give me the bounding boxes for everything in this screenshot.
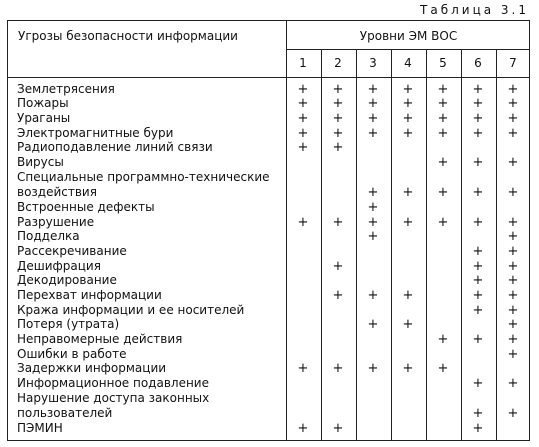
level-mark: +	[297, 96, 309, 112]
threat-name: Нарушение доступа законных пользователей	[17, 391, 210, 421]
level-mark: +	[402, 111, 414, 127]
table-row	[8, 82, 531, 97]
level-mark: +	[332, 214, 344, 230]
level-mark: +	[437, 214, 449, 230]
table-caption: Таблица 3.1	[420, 3, 529, 17]
threats-table	[7, 20, 530, 441]
level-mark: +	[332, 420, 344, 436]
table-row	[8, 141, 531, 156]
table-row	[8, 347, 531, 362]
level-number-5: 5	[439, 56, 447, 70]
level-mark: +	[507, 96, 519, 112]
level-mark: +	[402, 81, 414, 97]
table-row	[8, 332, 531, 347]
threat-name: Неправомерные действия	[17, 332, 183, 346]
level-mark: +	[332, 125, 344, 141]
threat-name: Информационное подавление	[17, 376, 209, 391]
level-mark: +	[332, 140, 344, 156]
table-body	[8, 82, 531, 436]
threat-name: Ураганы	[17, 111, 71, 126]
level-mark: +	[472, 81, 484, 97]
level-number-7: 7	[509, 56, 517, 70]
table-row	[8, 126, 531, 141]
level-mark: +	[332, 361, 344, 377]
table-row	[8, 362, 531, 377]
level-mark: +	[402, 96, 414, 112]
threat-name: Дешифрация	[17, 258, 101, 273]
level-mark: +	[367, 96, 379, 112]
level-mark: +	[402, 214, 414, 230]
level-mark: +	[297, 111, 309, 127]
level-number-4: 4	[404, 56, 412, 70]
level-mark: +	[507, 111, 519, 127]
level-mark: +	[472, 155, 484, 171]
level-mark: +	[402, 287, 414, 303]
level-mark: +	[297, 420, 309, 436]
level-mark: +	[507, 258, 519, 274]
threat-name: Встроенные дефекты	[17, 199, 155, 214]
threat-name: Электромагнитные бури	[17, 125, 174, 140]
header-divider	[8, 77, 529, 78]
level-mark: +	[507, 155, 519, 171]
level-mark: +	[472, 273, 484, 289]
level-mark: +	[507, 185, 519, 201]
level-mark: +	[367, 287, 379, 303]
level-mark: +	[332, 111, 344, 127]
threat-name: Подделка	[17, 229, 80, 244]
level-mark: +	[367, 361, 379, 377]
level-mark: +	[507, 376, 519, 392]
table-row	[8, 230, 531, 245]
level-mark: +	[507, 346, 519, 362]
threat-name: Рассекречивание	[17, 243, 127, 258]
table-row	[8, 421, 531, 436]
level-mark: +	[507, 287, 519, 303]
table-row	[8, 155, 531, 170]
level-mark: +	[367, 229, 379, 245]
threat-name: Декодирование	[17, 273, 117, 288]
level-mark: +	[507, 229, 519, 245]
threat-name: Землетрясения	[17, 81, 115, 96]
level-mark: +	[472, 243, 484, 259]
threat-name: Вирусы	[17, 155, 64, 170]
level-mark: +	[507, 81, 519, 97]
level-number-3: 3	[369, 56, 377, 70]
level-mark: +	[437, 96, 449, 112]
level-mark: +	[507, 243, 519, 259]
table-row	[8, 303, 531, 318]
level-mark: +	[367, 111, 379, 127]
threat-name: ПЭМИН	[17, 420, 63, 435]
level-mark: +	[402, 185, 414, 201]
level-number-1: 1	[299, 56, 307, 70]
level-mark: +	[437, 111, 449, 127]
level-mark: +	[367, 81, 379, 97]
level-mark: +	[507, 302, 519, 318]
level-mark: +	[367, 214, 379, 230]
levels-column-header: Уровни ЭМ ВОС	[359, 29, 458, 43]
level-mark: +	[437, 125, 449, 141]
table-row	[8, 170, 531, 200]
level-mark: +	[437, 185, 449, 201]
table-row	[8, 97, 531, 112]
level-mark: +	[297, 140, 309, 156]
threat-name: Кража информации и ее носителей	[17, 302, 245, 317]
level-mark: +	[437, 361, 449, 377]
level-mark: +	[402, 361, 414, 377]
level-mark: +	[297, 361, 309, 377]
level-mark: +	[472, 302, 484, 318]
threat-name: Пожары	[17, 96, 69, 111]
level-mark: +	[507, 317, 519, 333]
level-mark: +	[297, 125, 309, 141]
level-mark: +	[332, 258, 344, 274]
table-row	[8, 376, 531, 391]
level-mark: +	[332, 81, 344, 97]
table-row	[8, 244, 531, 259]
level-mark: +	[507, 332, 519, 347]
level-mark: +	[472, 125, 484, 141]
table-row	[8, 391, 531, 421]
level-mark: +	[472, 185, 484, 201]
threat-name: Перехват информации	[17, 287, 162, 302]
header-subdivider	[286, 49, 529, 50]
level-mark: +	[472, 111, 484, 127]
level-number-6: 6	[474, 56, 482, 70]
level-mark: +	[472, 332, 484, 347]
level-mark: +	[472, 376, 484, 392]
threat-name: Радиоподавление линий связи	[17, 140, 213, 155]
level-mark: +	[507, 273, 519, 289]
level-mark: +	[472, 258, 484, 274]
table-row	[8, 318, 531, 333]
level-mark: +	[437, 155, 449, 171]
level-mark: +	[367, 185, 379, 201]
level-mark: +	[472, 420, 484, 436]
table-row	[8, 288, 531, 303]
level-mark: +	[507, 406, 519, 422]
level-mark: +	[402, 317, 414, 333]
level-mark: +	[367, 125, 379, 141]
threat-name: Задержки информации	[17, 361, 167, 376]
level-mark: +	[332, 287, 344, 303]
threat-name: Разрушение	[17, 214, 95, 229]
threat-name: Ошибки в работе	[17, 346, 127, 361]
table-row	[8, 215, 531, 230]
level-mark: +	[507, 125, 519, 141]
table-row	[8, 111, 531, 126]
level-mark: +	[332, 96, 344, 112]
level-mark: +	[437, 332, 449, 347]
level-mark: +	[297, 81, 309, 97]
level-mark: +	[472, 287, 484, 303]
level-mark: +	[367, 199, 379, 215]
threat-name: Специальные программно-технические воздействия	[17, 170, 270, 200]
table-row	[8, 259, 531, 274]
table-row	[8, 274, 531, 289]
level-mark: +	[402, 125, 414, 141]
level-mark: +	[297, 214, 309, 230]
table-row	[8, 200, 531, 215]
level-mark: +	[472, 214, 484, 230]
level-number-2: 2	[334, 56, 342, 70]
threat-name: Потеря (утрата)	[17, 317, 120, 332]
threats-column-header: Угрозы безопасности информации	[18, 29, 238, 43]
level-mark: +	[472, 96, 484, 112]
level-mark: +	[437, 81, 449, 97]
level-mark: +	[507, 214, 519, 230]
level-mark: +	[367, 317, 379, 333]
level-mark: +	[472, 406, 484, 422]
